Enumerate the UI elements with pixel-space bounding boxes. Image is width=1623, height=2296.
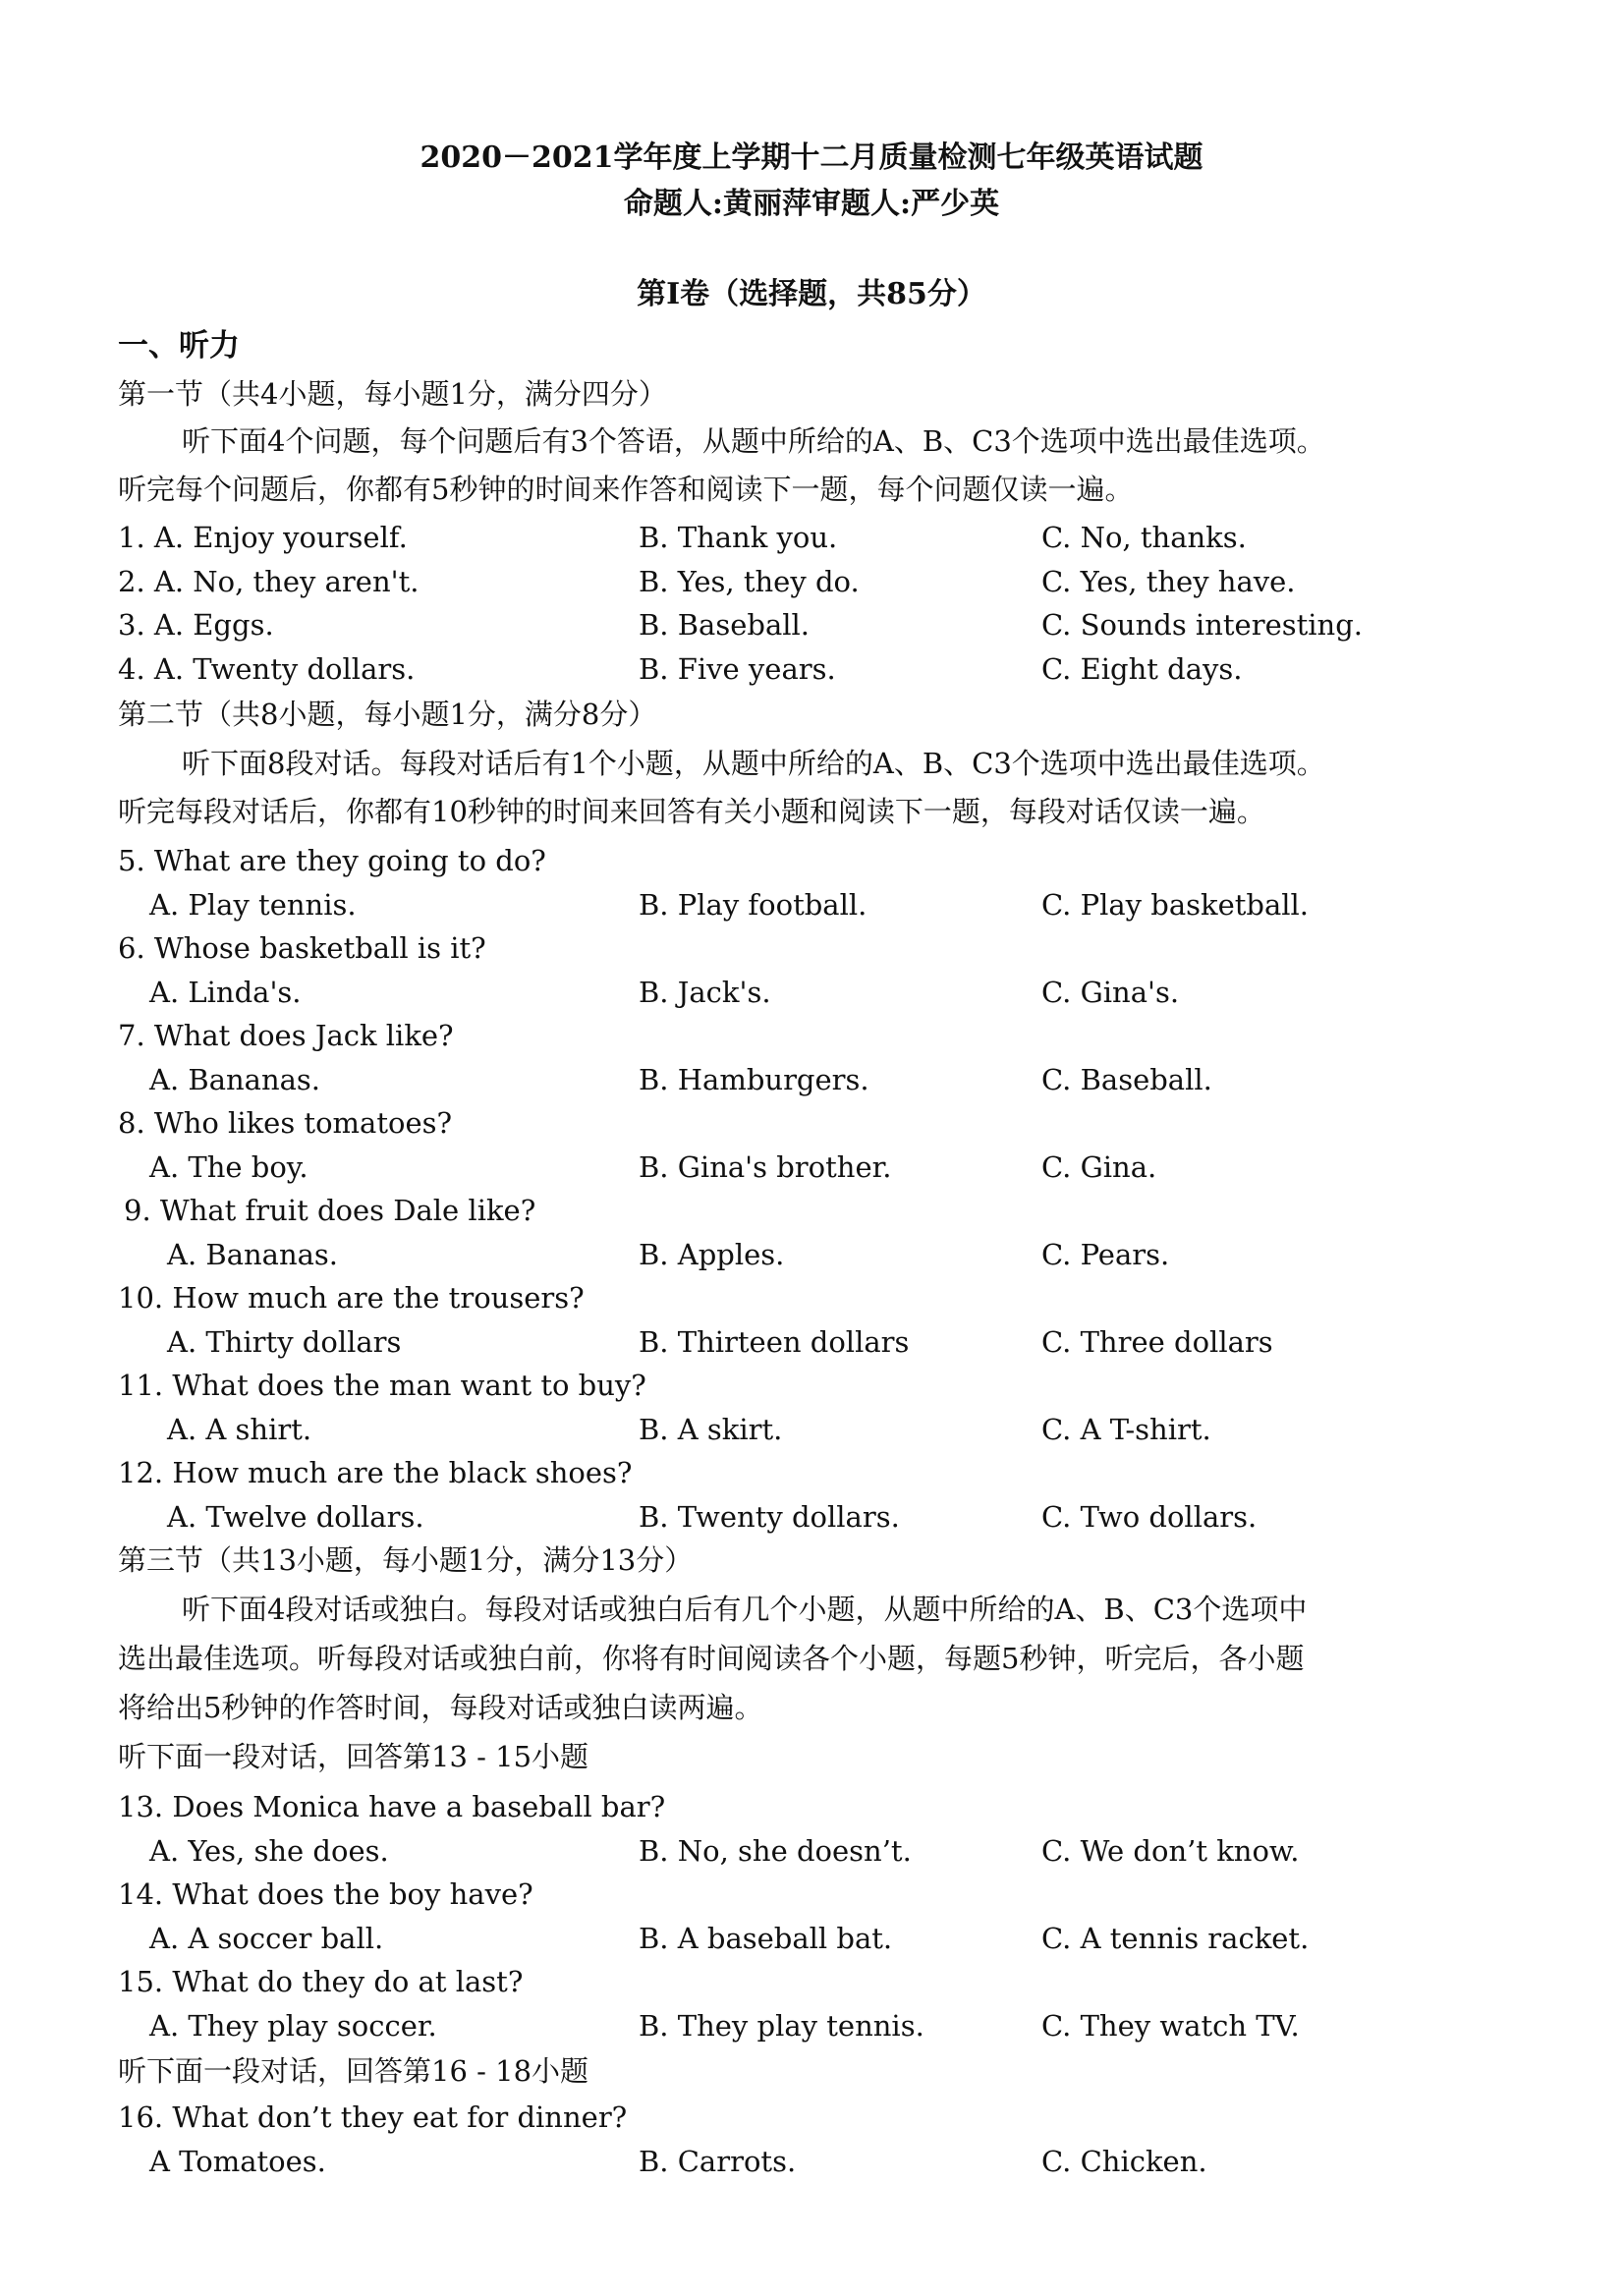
question-stem: 14. What does the boy have? [118,1877,533,1911]
option-b: B. Play football. [639,888,867,922]
section1-instructions-line1: 听下面4个问题，每个问题后有3个答语，从题中所给的A、B、C3个选项中选出最佳选项。 [182,424,1325,458]
option-b: B. Carrots. [639,2145,797,2178]
option-a: A. They play soccer. [149,2009,437,2043]
volume-heading: 第Ⅰ卷（选择题，共85分） [637,277,986,311]
option-b: B. No, she doesn’t. [639,1834,912,1868]
question-stem: 10. How much are the trousers? [118,1281,585,1315]
option-c: C. Yes, they have. [1041,565,1296,598]
option-c: C. Chicken. [1041,2145,1207,2178]
option-c: C. Sounds interesting. [1041,608,1364,642]
exam-authors: 命题人:黄丽萍审题人:严少英 [623,187,1000,221]
option-b: B. They play tennis. [639,2009,924,2043]
option-c: C. A tennis racket. [1041,1922,1310,1955]
section2-instructions-line1: 听下面8段对话。每段对话后有1个小题，从题中所给的A、B、C3个选项中选出最佳选项。 [182,747,1325,780]
question-stem: 11. What does the man want to buy? [118,1369,646,1402]
section2-title: 第二节（共8小题，每小题1分，满分8分） [118,698,657,731]
question-stem: 16. What don’t they eat for dinner? [118,2100,628,2134]
option-a: A. Bananas. [167,1238,339,1271]
option-b: B. Five years. [639,652,836,686]
option-a: 1. A. Enjoy yourself. [118,521,408,554]
option-a: A. Linda's. [149,976,302,1009]
section1-instructions-line2: 听完每个问题后，你都有5秒钟的时间来作答和阅读下一题，每个问题仅读一遍。 [118,473,1134,506]
option-b: B. Hamburgers. [639,1063,869,1096]
option-c: C. Gina. [1041,1150,1157,1184]
section2-instructions-line2: 听完每段对话后，你都有10秒钟的时间来回答有关小题和阅读下一题，每段对话仅读一遍。 [118,795,1265,828]
question-stem: 13. Does Monica have a baseball bar? [118,1790,666,1823]
option-a: A. Twelve dollars. [167,1500,424,1534]
option-b: B. Apples. [639,1238,785,1271]
option-b: B. Jack's. [639,976,771,1009]
option-c: C. No, thanks. [1041,521,1247,554]
option-a: 4. A. Twenty dollars. [118,652,416,686]
question-stem: 5. What are they going to do? [118,844,546,877]
option-a: A. A shirt. [167,1413,312,1446]
option-b: B. Thirteen dollars [639,1325,910,1359]
option-c: C. Play basketball. [1041,888,1310,922]
option-c: C. They watch TV. [1041,2009,1300,2043]
option-c: C. Two dollars. [1041,1500,1258,1534]
option-b: B. Yes, they do. [639,565,860,598]
option-b: B. A skirt. [639,1413,783,1446]
option-c: C. Baseball. [1041,1063,1212,1096]
question-stem: 6. Whose basketball is it? [118,931,486,965]
option-b: B. Twenty dollars. [639,1500,900,1534]
option-a: A. The boy. [149,1150,308,1184]
option-a: 2. A. No, they aren't. [118,565,420,598]
option-a: A. Thirty dollars [167,1325,402,1359]
option-a: A. A soccer ball. [149,1922,384,1955]
option-c: C. We don’t know. [1041,1834,1300,1868]
dialog-2-instruction: 听下面一段对话，回答第16 - 18小题 [118,2054,589,2088]
option-c: C. A T-shirt. [1041,1413,1211,1446]
option-a: 3. A. Eggs. [118,608,274,642]
option-a: A. Bananas. [149,1063,321,1096]
question-stem: 12. How much are the black shoes? [118,1456,633,1489]
option-c: C. Eight days. [1041,652,1243,686]
option-b: B. A baseball bat. [639,1922,893,1955]
option-c: C. Gina's. [1041,976,1180,1009]
question-stem: 7. What does Jack like? [118,1019,454,1052]
section3-instructions-line2: 选出最佳选项。听每段对话或独白前，你将有时间阅读各个小题，每题5秒钟，听完后，各小题 [118,1642,1305,1675]
question-stem: 8. Who likes tomatoes? [118,1106,453,1140]
option-b: B. Baseball. [639,608,811,642]
part-listening-heading: 一、听力 [118,328,240,364]
option-c: C. Pears. [1041,1238,1170,1271]
section3-instructions-line3: 将给出5秒钟的作答时间，每段对话或独白读两遍。 [118,1691,763,1724]
question-stem: 15. What do they do at last? [118,1965,524,1998]
section3-instructions-line1: 听下面4段对话或独白。每段对话或独白后有几个小题，从题中所给的A、B、C3个选项中 [182,1593,1308,1626]
question-stem: 9. What fruit does Dale like? [124,1194,536,1227]
section3-title: 第三节（共13小题，每小题1分，满分13分） [118,1543,694,1577]
option-a: A. Yes, she does. [149,1834,389,1868]
option-b: B. Gina's brother. [639,1150,892,1184]
option-a: A Tomatoes. [149,2145,326,2178]
exam-title: 2020－2021学年度上学期十二月质量检测七年级英语试题 [420,140,1203,175]
section1-title: 第一节（共4小题，每小题1分，满分四分） [118,377,667,411]
dialog-1-instruction: 听下面一段对话，回答第13 - 15小题 [118,1740,589,1773]
option-c: C. Three dollars [1041,1325,1273,1359]
option-a: A. Play tennis. [149,888,357,922]
option-b: B. Thank you. [639,521,838,554]
